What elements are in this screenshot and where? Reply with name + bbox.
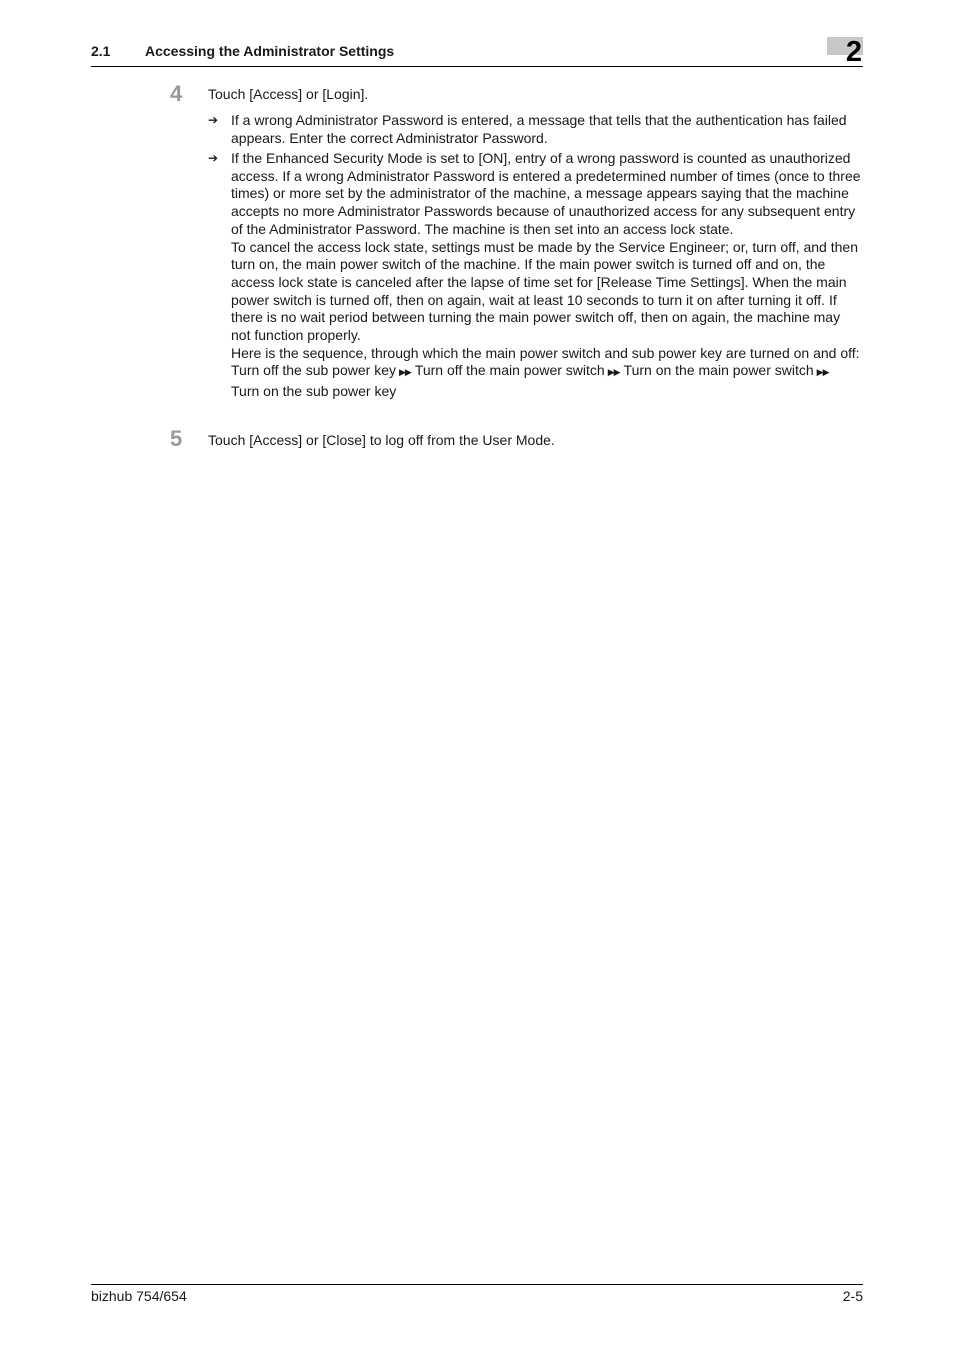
bullet-paragraph: If the Enhanced Security Mode is set to [ON], entry of a wrong password is counted as unauthorized access. If a wrong Administrator Password is entered a predetermined number of times (once to three times) or more set by the administrator of the machine, a message appears saying that the machine accepts no more Administrator Passwords because of unauthorized access for any subsequent entry of the Administrator Password. The machine is then set into an access lock state. [231, 150, 861, 237]
page-header [91, 36, 863, 68]
section-number: 2.1 [91, 43, 111, 59]
sequence-step: Turn on the main power switch [623, 362, 814, 379]
step-text-4: Touch [Access] or [Login]. [208, 86, 369, 102]
sequence-step: Turn off the sub power key [231, 362, 396, 379]
footer-page-number: 2-5 [842, 1288, 863, 1304]
step-number-4: 4 [170, 81, 183, 106]
double-arrow-icon: ▶▶ [607, 368, 620, 379]
bullet-paragraph: To cancel the access lock state, settings must be made by the Service Engineer; or, turn off, and then turn on, the main power switch of the machine. If the main power switch is turned off and on, the access lock state is canceled after the lapse of time set for [Release Time Settings]. When the main power switch is turned off, then on again, wait at least 10 seconds to turn it on after turning it off. If there is no wait period between turning the main power switch off, then on again, the machine may not function properly. [231, 238, 858, 344]
sequence-step: Turn off the main power switch [414, 362, 605, 379]
page-footer [91, 1284, 863, 1304]
chapter-number: 2 [845, 36, 862, 68]
sequence-step: Turn on the sub power key [231, 383, 397, 400]
bullet-wrong-password [208, 112, 863, 147]
double-arrow-icon: ▶▶ [398, 368, 411, 379]
step-number-5: 5 [170, 426, 183, 451]
power-sequence [231, 362, 863, 400]
section-title: Accessing the Administrator Settings [145, 43, 395, 59]
bullet-enhanced-security [208, 150, 863, 401]
footer-model: bizhub 754/654 [91, 1288, 187, 1304]
bullet-paragraph: Here is the sequence, through which the main power switch and sub power key are turned on and off: [231, 344, 860, 361]
arrow-icon: ➔ [208, 113, 219, 127]
step-text-5: Touch [Access] or [Close] to log off from the User Mode. [208, 432, 555, 448]
arrow-icon: ➔ [208, 151, 219, 165]
bullet-paragraph: If a wrong Administrator Password is entered, a message that tells that the authentication has failed appears. Enter the correct Administrator Password. [231, 112, 847, 146]
double-arrow-icon: ▶▶ [816, 368, 829, 379]
